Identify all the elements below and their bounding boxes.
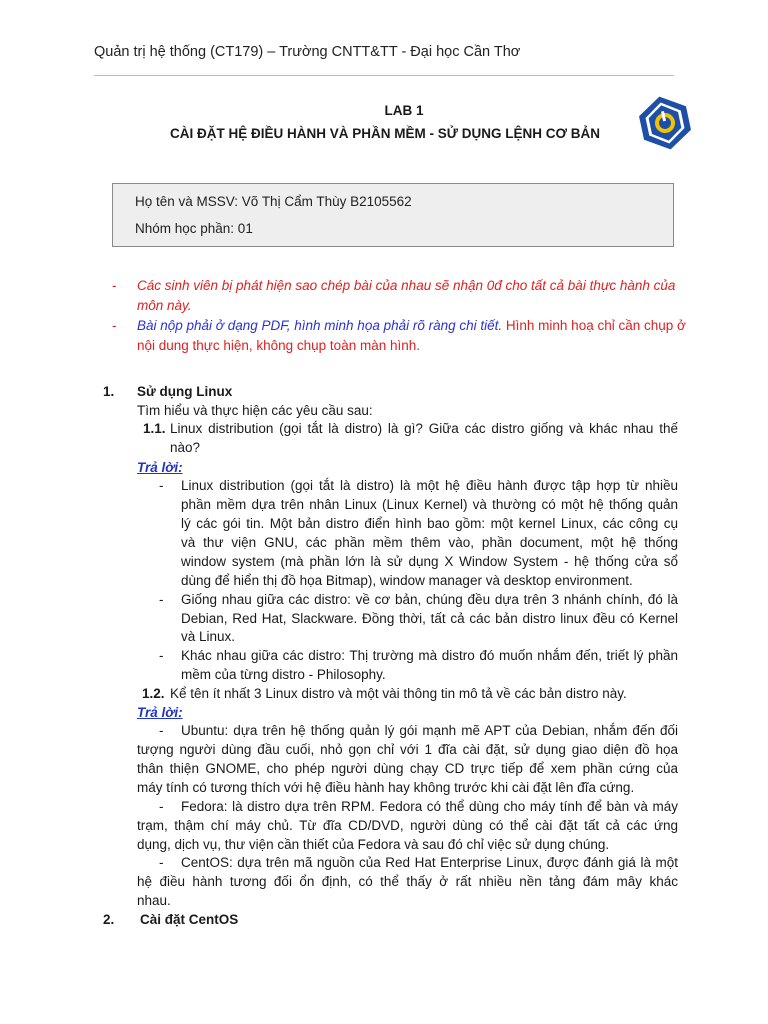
note-format-clarity: , hình minh họa phải rõ ràng chi tiết.	[286, 318, 503, 333]
answer-1-1-line: mềm của từng distro - Philosophy.	[181, 667, 386, 682]
note-dash: -	[112, 318, 117, 333]
bullet-dash: -	[159, 799, 164, 814]
student-info-box	[112, 183, 674, 247]
answer-1-2-line: trạm, thậm chí máy chủ. Từ đĩa CD/DVD, người dùng có thể cài đặt tất cả các ứng	[137, 818, 678, 833]
answer-1-2-line: nhau.	[137, 893, 171, 908]
note-plagiarism	[110, 276, 690, 316]
question-1-1-number: 1.1.	[143, 421, 166, 436]
bullet-dash: -	[159, 478, 164, 493]
section1-number: 1.	[103, 384, 115, 399]
answer-1-2-line: CentOS: dựa trên mã nguồn của Red Hat Enterprise Linux, được đánh giá là một	[181, 855, 678, 870]
section1-intro: Tìm hiểu và thực hiện các yêu cầu sau:	[137, 403, 373, 418]
bullet-dash: -	[159, 855, 164, 870]
answer-1-1-line: Khác nhau giữa các distro: Thị trường mà distro đó muốn nhắm đến, triết lý phần	[181, 648, 678, 663]
answer-1-1-line: Giống nhau giữa các distro: về cơ bản, chúng đều dựa trên 3 nhánh chính, đó là	[181, 592, 678, 607]
answer-1-2-line: Fedora: là distro dựa trên RPM. Fedora có thể dùng cho máy tính để bàn và máy	[181, 799, 678, 814]
section2-title: Cài đặt CentOS	[140, 912, 239, 927]
submission-notes	[110, 276, 690, 356]
university-seal-icon	[634, 93, 696, 153]
question-1-2-text: Kể tên ít nhất 3 Linux distro và một vài thông tin mô tả về các bản distro này.	[170, 686, 627, 701]
answer-1-1-line: window system (mà phần lớn là sử dụng X Window System - hệ thống cửa sổ	[181, 554, 678, 569]
note-plagiarism-text: Các sinh viên bị phát hiện sao chép bài của nhau sẽ nhận 0đ cho tất cả bài thực hành của môn này.	[137, 278, 676, 313]
lab-title: LAB 1	[384, 103, 424, 118]
answer-1-1-line: Debian, Red Hat, Slackware. Đồng thời, tất cả các bản distro linux đều có Kernel	[181, 611, 678, 626]
answer-1-2-line: Ubuntu: dựa trên hệ thống quản lý gói mạnh mẽ APT của Debian, nhắm đến đối	[181, 723, 678, 738]
question-1-1-line: nào?	[170, 440, 201, 455]
note-format-pdf: Bài nộp phải ở dạng PDF	[137, 318, 287, 333]
bullet-dash: -	[159, 592, 164, 607]
student-group-line: Nhóm học phần: 01	[135, 221, 253, 236]
note-dash: -	[112, 278, 117, 293]
answer-1-1-line: Linux distribution (gọi tắt là distro) là một hệ điều hành được tập hợp từ nhiều	[181, 478, 678, 493]
student-name-line: Họ tên và MSSV: Võ Thị Cẩm Thùy B2105562	[135, 194, 412, 209]
answer-1-1-line: phần mềm dựa trên nhân Linux (Linux Kernel) và thường có một hệ thống quản	[181, 497, 678, 512]
answer-1-1-line: dùng để hiển thị đồ họa Bitmap), window manager và desktop environment.	[181, 573, 633, 588]
bullet-dash: -	[159, 723, 164, 738]
header-divider	[94, 75, 674, 76]
lab-subtitle: CÀI ĐẶT HỆ ĐIỀU HÀNH VÀ PHẦN MỀM - SỬ DỤNG LỆNH CƠ BẢN	[170, 126, 600, 141]
answer-1-1-line: lý các gói tin. Một bản distro điển hình bao gồm: một kernel Linux, các công cụ	[181, 516, 678, 531]
section2-number: 2.	[103, 912, 115, 927]
note-format	[110, 316, 690, 356]
answer-1-2-line: máy tính có tương thích với hệ điều hành hay không trước khi cài đặt lên đĩa cứng.	[137, 780, 635, 795]
answer-1-2-line: thân thiện GNOME, cho phép người dùng chạy CD trực tiếp để xem phần cứng của	[137, 761, 678, 776]
answer-1-2-line: tượng người dùng đầu cuối, nhỏ gọn chỉ với 1 đĩa cài đặt, sử dụng giao diện đồ họa	[137, 742, 678, 757]
answer-label: Trả lời:	[137, 705, 183, 720]
note-format-rest: Hình minh hoạ chỉ cần chụp ở nội dung thực hiện, không chụp toàn màn hình.	[137, 318, 686, 353]
answer-label: Trả lời:	[137, 460, 183, 475]
answer-1-1-line: và thư viện GNU, các phần mềm thêm vào, phần document, một hệ thống	[181, 535, 678, 550]
answer-1-2-line: hệ điều hành tương đối ổn định, có thể thấy ở rất nhiều nền tảng đám mây khác	[137, 874, 678, 889]
question-1-2-number: 1.2.	[142, 686, 165, 701]
question-1-1-line: Linux distribution (gọi tắt là distro) là gì? Giữa các distro giống và khác nhau thế	[170, 421, 678, 436]
section1-title: Sử dụng Linux	[137, 384, 233, 399]
answer-1-2-line: dụng, dịch vụ, thư viện cần thiết của Fedora và sau đó chỉ việc sử dụng chúng.	[137, 837, 610, 852]
page-header: Quản trị hệ thống (CT179) – Trường CNTT&TT - Đại học Cần Thơ	[94, 44, 521, 60]
answer-1-1-line: và Linux.	[181, 629, 236, 644]
bullet-dash: -	[159, 648, 164, 663]
